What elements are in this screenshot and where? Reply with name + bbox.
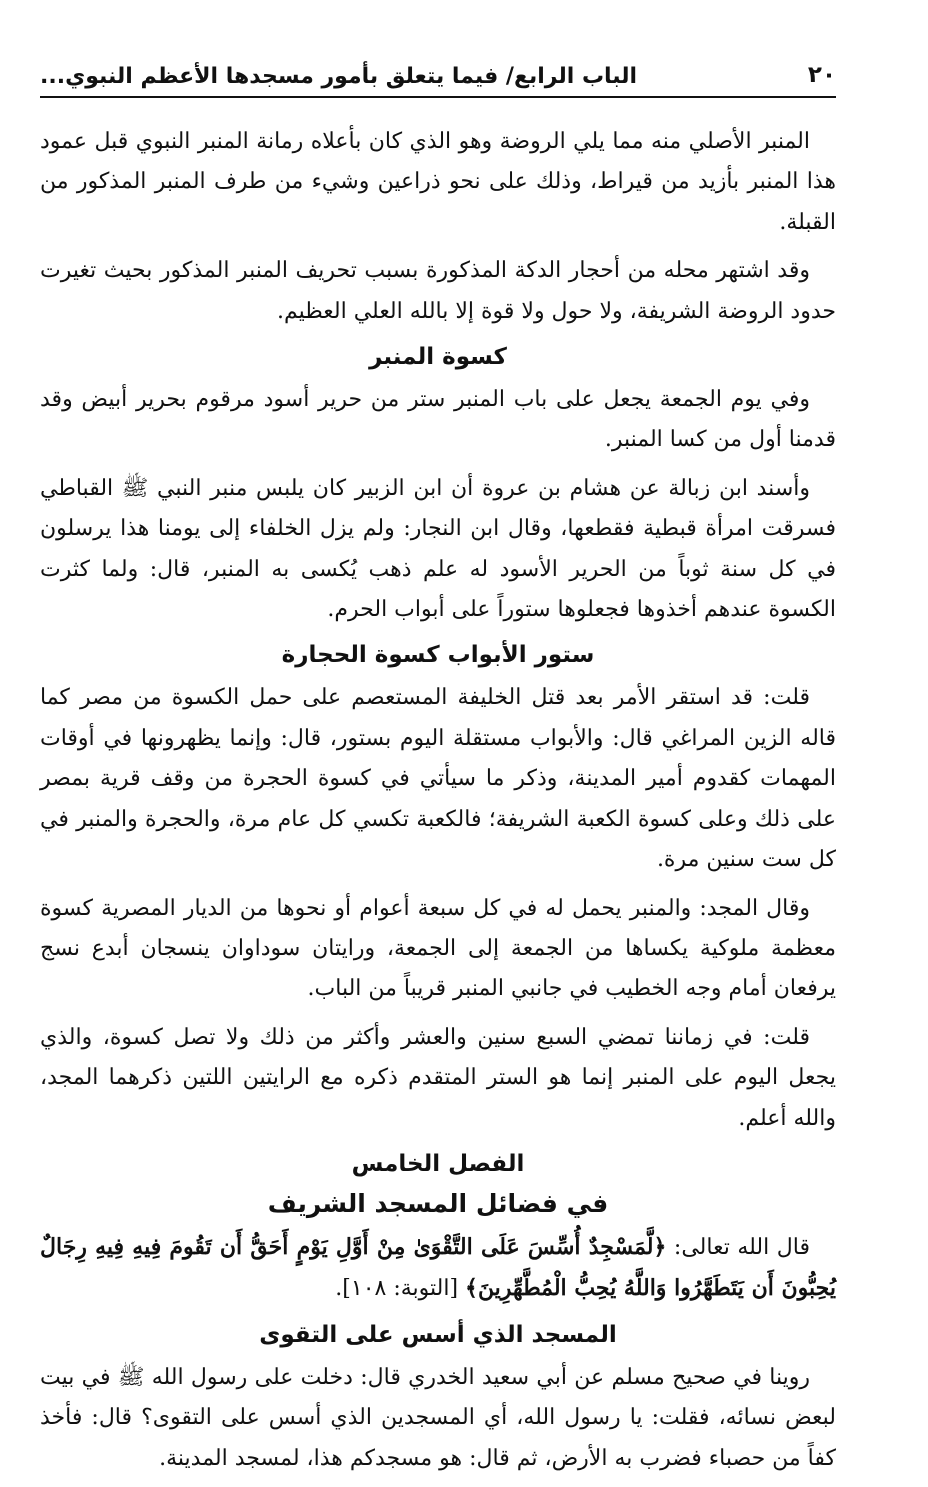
paragraph: روينا في صحيح مسلم عن أبي سعيد الخدري قال: دخلت على رسول الله ﷺ في بيت لبعض نسائه، فقلت: يا رسول الله، أي المسجدين الذي أسس على التقوى؟ قال: فأخذ كفاً من حصباء فضرب به الأرض، ثم قال: هو مسجدكم هذا، لمسجد المدينة. xyxy=(40,1364,836,1471)
section-heading: كسوة المنبر xyxy=(369,344,507,371)
quran-intro: قال الله تعالى: xyxy=(666,1234,810,1260)
paragraph: المنبر الأصلي منه مما يلي الروضة وهو الذي كان بأعلاه رمانة المنبر النبوي قبل عمود هذا المنبر بأزيد من قيراط، وذلك على نحو ذراعين وشيء من طرف المنبر المذكور من القبلة. xyxy=(40,129,836,235)
page-header xyxy=(40,60,836,98)
paragraph: وقال المجد: والمنبر يحمل له في كل سبعة أعوام أو نحوها من الديار المصرية كسوة معظمة ملوكية يكساها من الجمعة إلى الجمعة، ورايتان سوداوان ينسجان أبدع نسج يرفعان أمام وجه الخطيب في جانبي المنبر قريباً من الباب. xyxy=(40,895,836,1002)
chapter-subheading: في فضائل المسجد الشريف xyxy=(267,1188,609,1218)
quran-paragraph xyxy=(40,1227,836,1310)
paragraph: قلت: في زماننا تمضي السبع سنين والعشر وأكثر من ذلك ولا تصل كسوة، والذي يجعل اليوم على المنبر إنما هو الستر المتقدم ذكره مع الرايتين اللتين ذكرهما المجد، والله أعلم. xyxy=(40,1024,836,1131)
paragraph: وفي يوم الجمعة يجعل على باب المنبر ستر من حرير أسود مرقوم بحرير أبيض وقد قدمنا أول من كسا المنبر. xyxy=(40,387,836,453)
page-number: ٢٠ xyxy=(807,62,836,88)
page-body xyxy=(40,122,836,1487)
quran-verse: ﴿لَّمَسْجِدٌ أُسِّسَ عَلَى التَّقْوَىٰ مِنْ أَوَّلِ يَوْمٍ أَحَقُّ أَن تَقُومَ فِيهِ فِيهِ رِجَالٌ يُحِبُّونَ أَن يَتَطَهَّرُوا وَاللَّهُ يُحِبُّ الْمُطَّهِّرِينَ﴾ xyxy=(40,1233,836,1302)
chapter-heading: الفصل الخامس xyxy=(351,1150,525,1177)
running-title: الباب الرابع/ فيما يتعلق بأمور مسجدها الأعظم النبوي... xyxy=(40,64,638,89)
paragraph: وقد اشتهر محله من أحجار الدكة المذكورة بسبب تحريف المنبر المذكور بحيث تغيرت حدود الروضة الشريفة، ولا حول ولا قوة إلا بالله العلي العظيم. xyxy=(40,258,836,324)
paragraph: وأسند ابن زبالة عن هشام بن عروة أن ابن الزبير كان يلبس منبر النبي ﷺ القباطي فسرقت امرأة قبطية فقطعها، وقال ابن النجار: ولم يزل الخلفاء إلى يومنا هذا يرسلون في كل سنة ثوباً من الحرير الأسود له علم ذهب يُكسى به المنبر، قال: ولما كثرت الكسوة عندهم أخذوها فجعلوها ستوراً على أبواب الحرم. xyxy=(40,475,836,623)
paragraph: قلت: قد استقر الأمر بعد قتل الخليفة المستعصم على حمل الكسوة من مصر كما قاله الزين المراغي قال: والأبواب مستقلة اليوم بستور، قال: وإنما يظهرونها في أوقات المهمات كقدوم أمير المدينة، وذكر ما سيأتي في كسوة الحجرة من وقف قرية بمصر على ذلك وعلى كسوة الكعبة الشريفة؛ فالكعبة تكسي كل عام مرة، والحجرة والمنبر في كل ست سنين مرة. xyxy=(40,685,836,873)
section-heading: المسجد الذي أسس على التقوى xyxy=(259,1321,617,1348)
section-heading: ستور الأبواب كسوة الحجارة xyxy=(281,642,595,669)
quran-reference: [التوبة: ١٠٨]. xyxy=(335,1276,466,1302)
